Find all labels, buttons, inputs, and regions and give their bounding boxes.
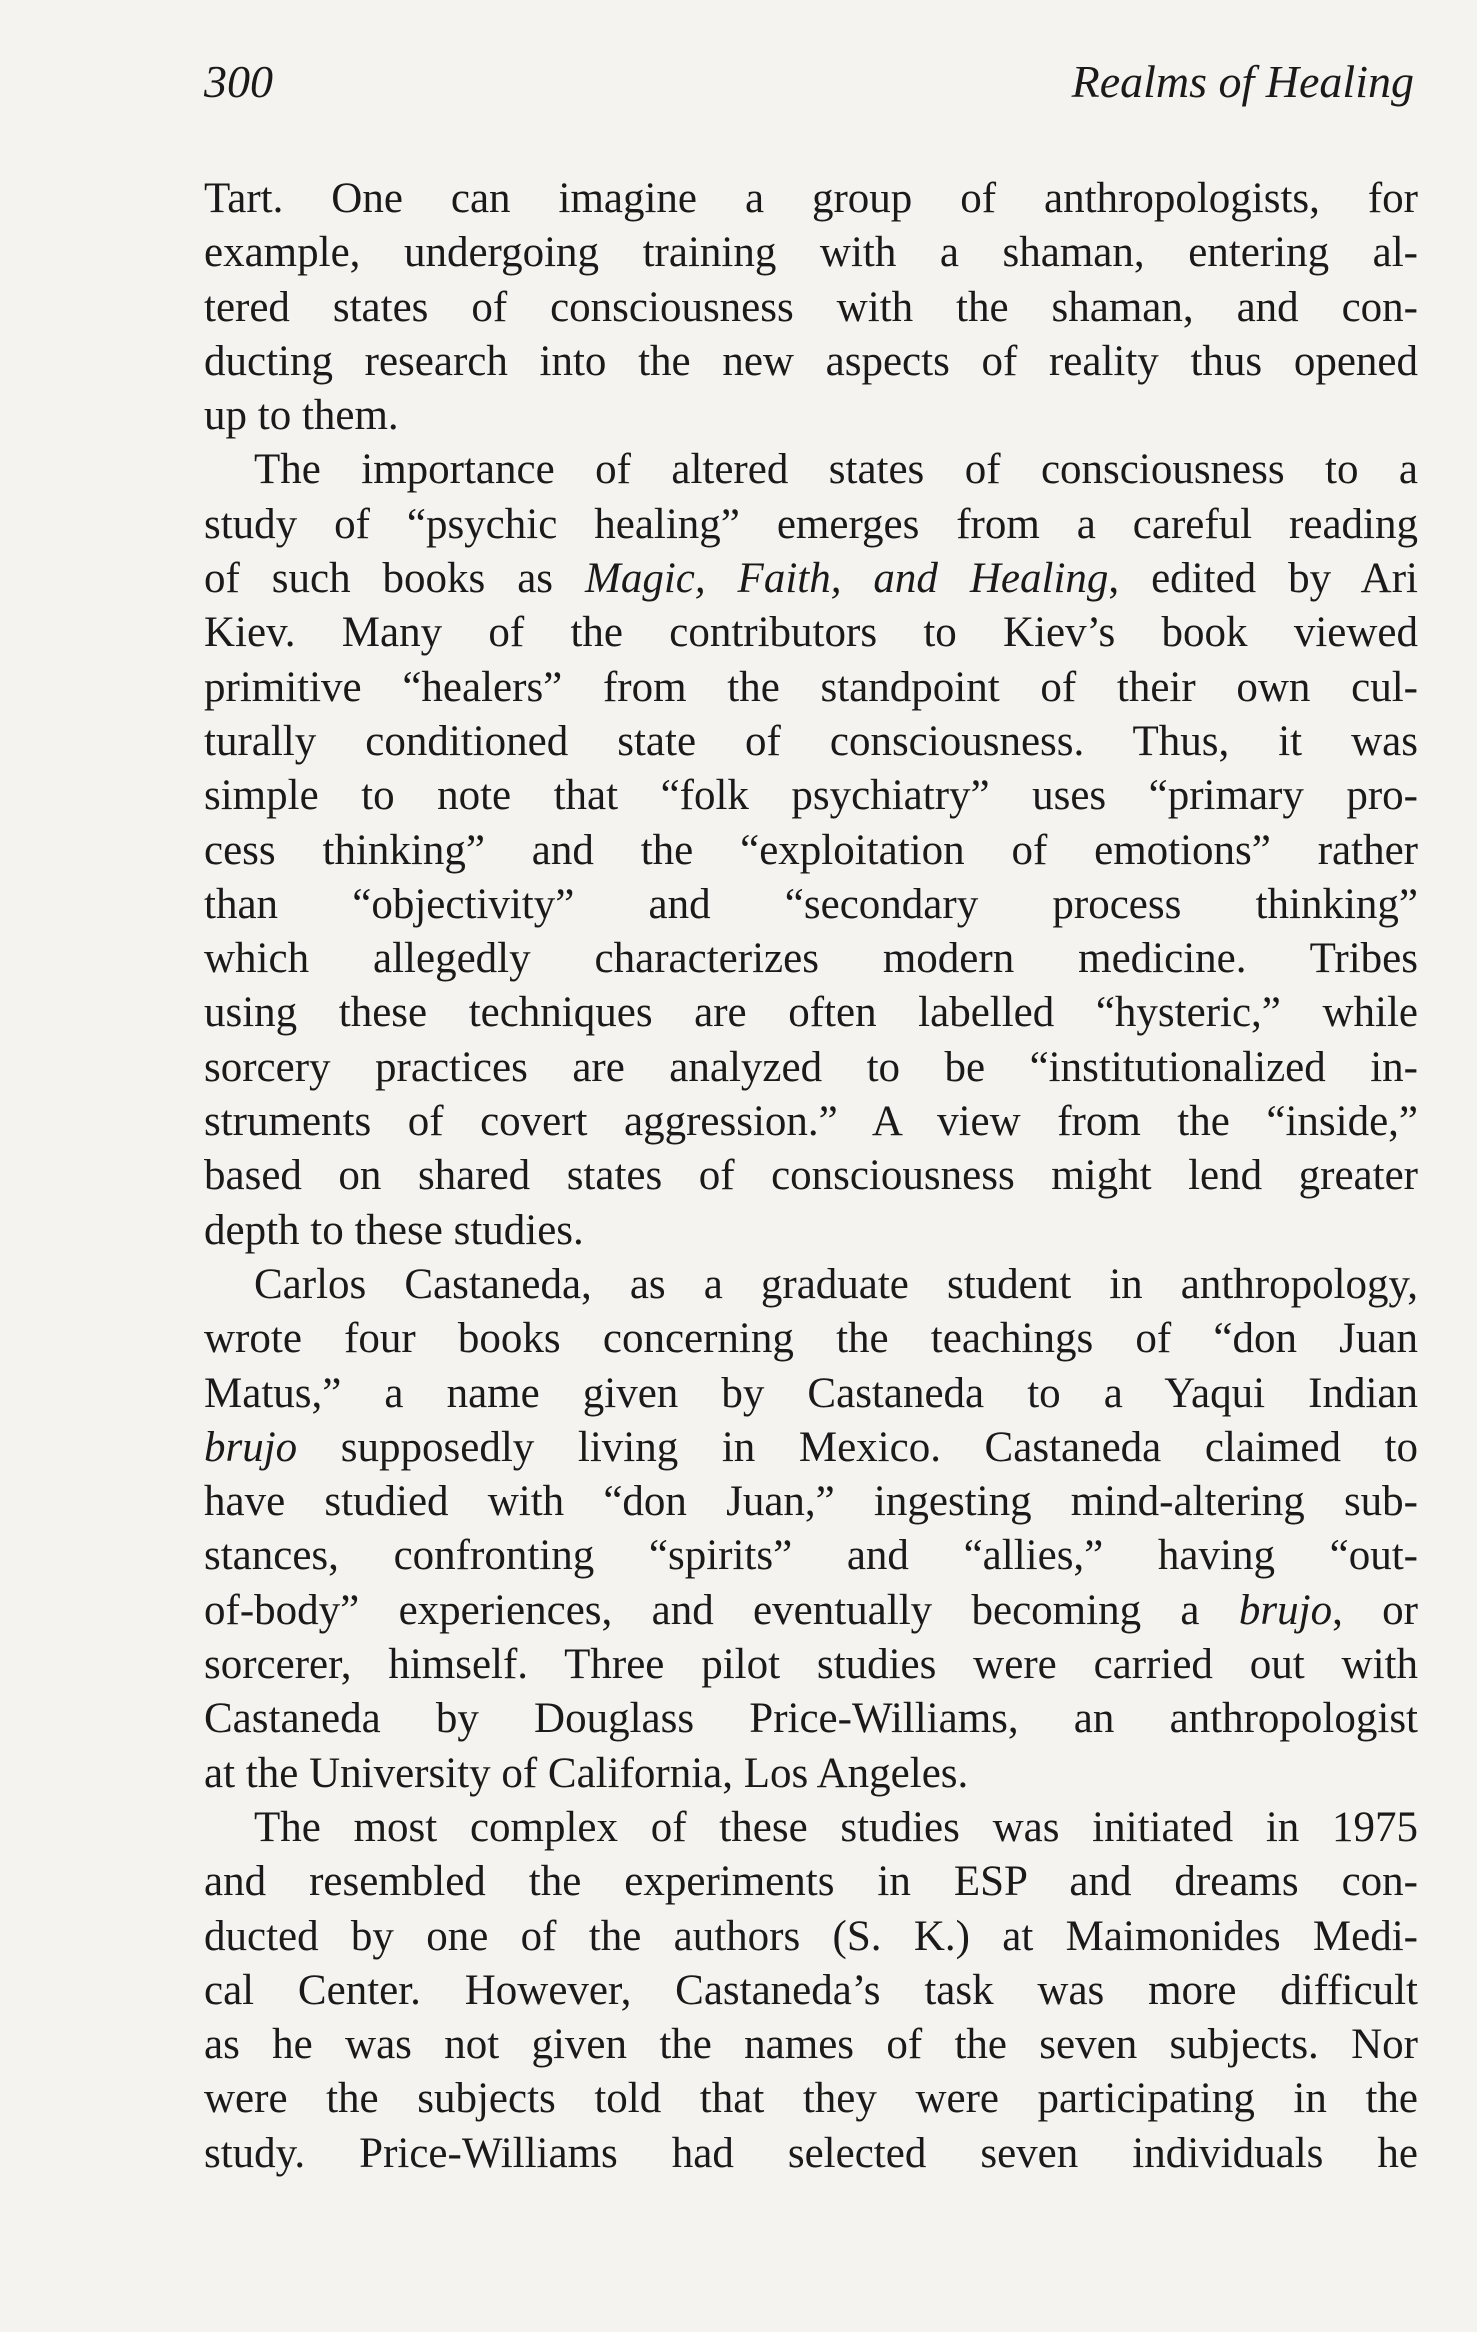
text-line bbox=[204, 769, 1418, 823]
text-line bbox=[204, 498, 1418, 552]
text-line bbox=[204, 1910, 1418, 1964]
text-run: study of “psychic healing” emerges from a careful reading bbox=[204, 500, 1418, 548]
running-head bbox=[204, 52, 1414, 112]
text-line bbox=[204, 1638, 1418, 1692]
text-run: , or bbox=[1332, 1586, 1419, 1634]
paragraph bbox=[204, 443, 1418, 1257]
italic-run: brujo bbox=[204, 1423, 298, 1471]
text-run: have studied with “don Juan,” ingesting mind-altering sub- bbox=[204, 1478, 1418, 1526]
text-line bbox=[204, 2127, 1418, 2181]
text-run: Matus,” a name given by Castaneda to a Yaqui Indian bbox=[204, 1369, 1418, 1417]
text-run: The most complex of these studies was initiated in 1975 bbox=[254, 1803, 1418, 1851]
text-line bbox=[204, 986, 1418, 1040]
text-line bbox=[204, 1312, 1418, 1366]
text-run: and resembled the experiments in ESP and dreams con- bbox=[204, 1858, 1418, 1906]
paragraph bbox=[204, 172, 1418, 443]
text-run: than “objectivity” and “secondary process thinking” bbox=[204, 880, 1418, 928]
text-line bbox=[204, 281, 1418, 335]
page-number: 300 bbox=[204, 56, 273, 107]
text-run: of such books as bbox=[204, 555, 585, 603]
text-run: turally conditioned state of consciousness. Thus, it was bbox=[204, 717, 1418, 765]
text-run: ducted by one of the authors (S. K.) at Maimonides Medi- bbox=[204, 1912, 1418, 1960]
text-line bbox=[204, 443, 1418, 497]
text-line bbox=[204, 661, 1418, 715]
text-line bbox=[204, 1475, 1418, 1529]
text-run: study. Price-Williams had selected seven individuals he bbox=[204, 2129, 1418, 2177]
text-line bbox=[204, 1529, 1418, 1583]
text-run: stances, confronting “spirits” and “allies,” having “out- bbox=[204, 1532, 1418, 1580]
text-line bbox=[204, 878, 1418, 932]
text-run: Tart. One can imagine a group of anthropologists, for bbox=[204, 175, 1418, 222]
body-text bbox=[204, 172, 1418, 2181]
text-line bbox=[204, 1204, 1418, 1258]
text-run: were the subjects told that they were participating in the bbox=[204, 2075, 1418, 2123]
text-run: primitive “healers” from the standpoint of their own cul- bbox=[204, 663, 1418, 711]
text-line bbox=[204, 1964, 1418, 2018]
text-line bbox=[204, 172, 1418, 226]
text-line bbox=[204, 715, 1418, 769]
text-run: cess thinking” and the “exploitation of emotions” rather bbox=[204, 826, 1418, 874]
text-run: of-body” experiences, and eventually becoming a bbox=[204, 1586, 1239, 1634]
text-run: example, undergoing training with a shaman, entering al- bbox=[204, 229, 1418, 277]
text-run: as he was not given the names of the seven subjects. Nor bbox=[204, 2021, 1418, 2069]
text-line bbox=[204, 226, 1418, 280]
paragraph bbox=[204, 1801, 1418, 2181]
text-run: depth to these studies. bbox=[204, 1206, 584, 1254]
text-run: ducting research into the new aspects of reality thus opened bbox=[204, 337, 1418, 385]
text-line bbox=[204, 1801, 1418, 1855]
text-run: Carlos Castaneda, as a graduate student in anthropology, bbox=[254, 1260, 1418, 1308]
text-line bbox=[204, 1747, 1418, 1801]
text-line bbox=[204, 1367, 1418, 1421]
text-run: The importance of altered states of consciousness to a bbox=[254, 446, 1418, 494]
text-line bbox=[204, 1258, 1418, 1312]
text-run: struments of covert aggression.” A view from the “inside,” bbox=[204, 1098, 1418, 1146]
text-line bbox=[204, 824, 1418, 878]
text-run: sorcerer, himself. Three pilot studies were carried out with bbox=[204, 1641, 1418, 1689]
text-line bbox=[204, 1855, 1418, 1909]
text-run: tered states of consciousness with the shaman, and con- bbox=[204, 283, 1418, 331]
text-line bbox=[204, 1149, 1418, 1203]
paragraph bbox=[204, 1258, 1418, 1801]
text-run: up to them. bbox=[204, 392, 399, 440]
text-line bbox=[204, 1421, 1418, 1475]
text-run: based on shared states of consciousness might lend greater bbox=[204, 1152, 1418, 1200]
text-line bbox=[204, 1095, 1418, 1149]
text-run: Kiev. Many of the contributors to Kiev’s book viewed bbox=[204, 609, 1418, 657]
text-run: simple to note that “folk psychiatry” uses “primary pro- bbox=[204, 772, 1418, 820]
text-line bbox=[204, 932, 1418, 986]
text-line bbox=[204, 2018, 1418, 2072]
text-line bbox=[204, 552, 1418, 606]
text-run: supposedly living in Mexico. Castaneda claimed to bbox=[297, 1423, 1418, 1471]
text-run: , edited by Ari bbox=[1108, 555, 1418, 603]
text-run: Castaneda by Douglass Price-Williams, an anthropologist bbox=[204, 1695, 1418, 1743]
text-line bbox=[204, 2072, 1418, 2126]
text-line bbox=[204, 1041, 1418, 1095]
text-line bbox=[204, 1692, 1418, 1746]
text-run: wrote four books concerning the teachings of “don Juan bbox=[204, 1315, 1418, 1363]
text-line bbox=[204, 335, 1418, 389]
text-line bbox=[204, 606, 1418, 660]
book-title: Realms of Healing bbox=[1071, 56, 1414, 107]
text-run: at the University of California, Los Angeles. bbox=[204, 1749, 969, 1797]
text-line bbox=[204, 389, 1418, 443]
italic-run: brujo bbox=[1238, 1586, 1333, 1634]
text-run: cal Center. However, Castaneda’s task was more difficult bbox=[204, 1966, 1418, 2014]
text-run: using these techniques are often labelled “hysteric,” while bbox=[204, 989, 1418, 1037]
text-run: sorcery practices are analyzed to be “institutionalized in- bbox=[204, 1043, 1418, 1091]
italic-run: Magic, Faith, and Healing bbox=[585, 555, 1109, 603]
text-line bbox=[204, 1584, 1418, 1638]
text-run: which allegedly characterizes modern medicine. Tribes bbox=[204, 935, 1418, 983]
